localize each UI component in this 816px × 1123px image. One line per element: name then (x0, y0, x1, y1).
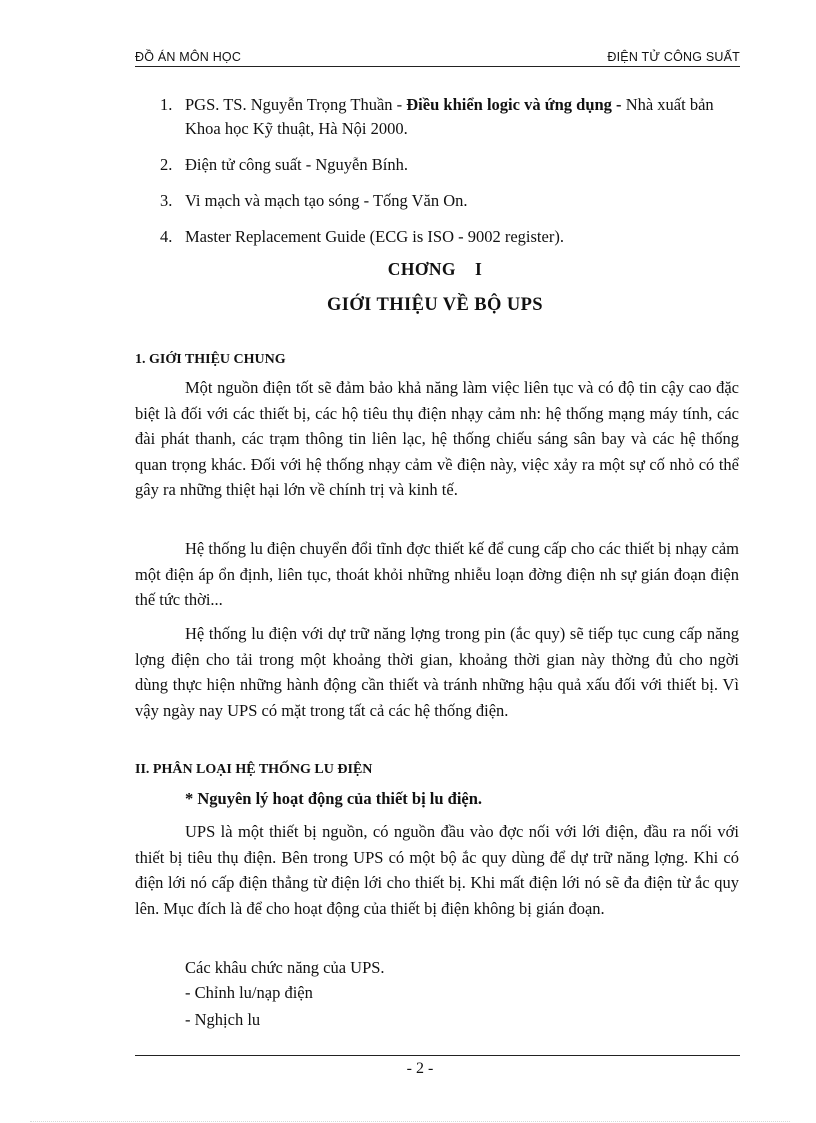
page-number: - 2 - (406, 1060, 434, 1077)
chapter-number: CHƠNG I (387, 259, 483, 279)
footer-divider (135, 1055, 740, 1056)
section-heading: II. PHÂN LOẠI HỆ THỐNG LU ĐIỆN (135, 762, 373, 777)
reference-item (160, 225, 742, 249)
header-right-title: ĐIỆN TỬ CÔNG SUẤT (607, 50, 740, 64)
reference-item (160, 189, 742, 213)
reference-publisher: Nhà xuất bản Khoa học Kỹ thuật, Hà Nội 2000. (185, 95, 714, 138)
paragraph: UPS là một thiết bị nguồn, có nguồn đầu vào đợc nối với lới điện, đầu ra nối với thiết bị tiêu thụ điện. Bên trong UPS có một bộ ắc quy dùng để dự trữ năng lợng. Khi có điện lới nó cấp điện thẳng từ điện lới cho thiết bị. Khi mất điện lới nó sẽ đa điện từ ắc quy lên. Mục đích là để cho hoạt động của thiết bị điện không bị gián đoạn. (135, 822, 739, 918)
functions-intro: Các khâu chức năng của UPS. (185, 958, 385, 977)
page-bottom-dotted-line (30, 1121, 790, 1122)
header-left-title: ĐỒ ÁN MÔN HỌC (135, 50, 242, 64)
paragraph: Hệ thống lu điện với dự trữ năng lợng trong pin (ắc quy) sẽ tiếp tục cung cấp năng lợng điện cho tải trong một khoảng thời gian, khoảng thời gian này thờng đủ cho ngời dùng thực hiện những hành động cần thiết và tránh những hậu quả xấu đối với thiết bị. Vì vậy ngày nay UPS có mặt trong tất cả các hệ thống điện. (135, 624, 739, 720)
reference-number: 4. (160, 227, 173, 246)
reference-item (160, 93, 742, 141)
chapter-title: GIỚI THIỆU VỀ BỘ UPS (326, 295, 544, 315)
function-item: - Nghịch lu (185, 1010, 261, 1029)
reference-text: Điện tử công suất - Nguyễn Bính. (185, 155, 408, 174)
reference-item (160, 153, 742, 177)
paragraph: Một nguồn điện tốt sẽ đảm bảo khả năng làm việc liên tục và có độ tin cậy cao đặc biệt là đối với các thiết bị, các hộ tiêu thụ điện nhạy cảm nh: hệ thống mạng máy tính, các đài phát thanh, các trạm thông tin liên lạc, hệ thống chiếu sáng sân bay và các hệ thống quan trọng khác. Đối với hệ thống nhạy cảm về điện này, việc xảy ra một sự cố nhỏ có thể gây ra những thiệt hại lớn về chính trị và kinh tế. (135, 378, 739, 499)
reference-title: Điều khiển logic và ứng dụng - (406, 95, 622, 114)
reference-list (160, 93, 742, 261)
page-header (135, 46, 740, 67)
reference-text: Master Replacement Guide (ECG is ISO - 9002 register). (185, 227, 564, 246)
reference-number: 2. (160, 155, 173, 174)
reference-text: Vi mạch và mạch tạo sóng - Tống Văn On. (185, 191, 468, 210)
reference-number: 1. (160, 95, 173, 114)
reference-number: 3. (160, 191, 173, 210)
subsection-heading: * Nguyên lý hoạt động của thiết bị lu điện. (185, 789, 483, 808)
function-item: - Chỉnh lu/nạp điện (185, 983, 313, 1002)
paragraph: Hệ thống lu điện chuyển đổi tĩnh đợc thiết kế để cung cấp cho các thiết bị nhạy cảm một điện áp ổn định, liên tục, thoát khỏi những nhiễu loạn đờng điện nh sự gián đoạn điện thế tức thời... (135, 539, 739, 609)
section-heading: 1. GIỚI THIỆU CHUNG (135, 352, 286, 367)
reference-author: PGS. TS. Nguyễn Trọng Thuần - (185, 95, 407, 114)
